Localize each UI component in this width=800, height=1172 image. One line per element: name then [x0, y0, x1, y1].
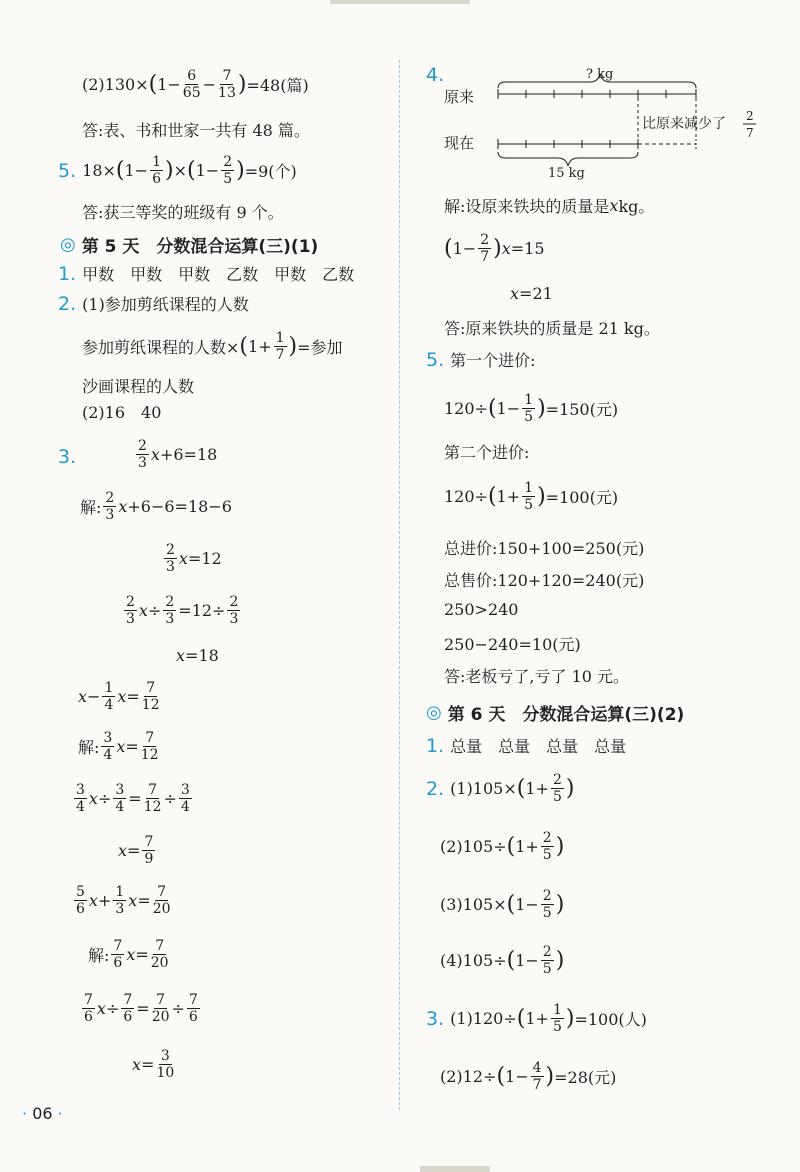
paren-open: ( [487, 395, 497, 421]
expr-text: 参加剪纸课程的人数× [82, 338, 240, 357]
eq-11 [88, 938, 171, 971]
right-line-8 [444, 480, 618, 513]
variable: x [138, 601, 148, 620]
variable: x [118, 497, 128, 516]
paren-close: ) [537, 395, 546, 421]
question-3-right-2 [440, 1060, 616, 1093]
question-number: 2. [426, 777, 445, 800]
diagram-note-numerator: 2 [746, 109, 754, 123]
expr-text: =100(人) [574, 1010, 647, 1029]
left-line-4: 答:获三等奖的班级有 9 个。 [82, 203, 284, 222]
diagram-label-now: 现在 [444, 134, 475, 152]
right-line-2 [444, 232, 545, 265]
question-2-right-3 [440, 888, 564, 921]
fraction: $\frac{1}{4}$ [104, 680, 114, 713]
paren-close: ) [236, 157, 245, 183]
right-line-1 [444, 194, 654, 217]
expr-text: =100(元) [545, 488, 619, 507]
variable: x [150, 445, 160, 464]
expr-text: =12÷ [178, 601, 226, 620]
expr-text: 18× [82, 161, 116, 180]
fraction: $\frac{2}{3}$ [138, 438, 147, 471]
paren-close: ) [555, 947, 565, 973]
paren-close: ) [545, 1063, 555, 1089]
expr-text: = [137, 891, 151, 910]
paren-close: ) [555, 891, 565, 917]
paren-open: ( [516, 1005, 526, 1031]
dot-icon: · [57, 1104, 63, 1123]
question-number: 2. [58, 292, 77, 315]
expr-text: (2)105÷ [440, 837, 507, 856]
expr-text: 解:设原来铁块的质量是 [444, 197, 610, 216]
expr-text: = [128, 789, 142, 808]
right-line-12: 250−240=10(元) [444, 635, 581, 654]
answer-text: (1)参加剪纸课程的人数 [82, 295, 249, 314]
fraction: $\frac{4}{7}$ [532, 1060, 542, 1093]
fraction: $\frac{1}{5}$ [552, 1002, 562, 1035]
expr-text: ÷ [171, 999, 185, 1018]
expr-text: 1− [452, 239, 477, 258]
fraction: $\frac{7}{12}$ [143, 782, 162, 815]
variable: x [510, 284, 520, 303]
page-number [22, 1104, 63, 1123]
eq-8 [72, 782, 194, 815]
paren-open: ( [239, 333, 249, 359]
fraction: $\frac{2}{5}$ [223, 154, 233, 187]
eq-13 [132, 1048, 176, 1081]
question-1-right [426, 734, 626, 757]
question-number: 4. [426, 64, 445, 86]
paren-open: ( [506, 833, 516, 859]
diagram-top-label: ? kg [586, 67, 614, 82]
expr-text: 1− [195, 161, 220, 180]
question-2-right-1 [426, 772, 574, 805]
expr-text: =15 [510, 239, 545, 258]
fraction: $\frac{7}{20}$ [150, 938, 169, 971]
question-2-right-4 [440, 944, 564, 977]
expr-text: (2)130× [82, 75, 149, 94]
line-segment-diagram [440, 62, 770, 180]
answer-text: 总量 总量 总量 总量 [450, 737, 627, 756]
paren-open: ( [506, 947, 516, 973]
expr-text: = [127, 841, 141, 860]
question-number: 5. [58, 159, 77, 182]
fraction: $\frac{7}{12}$ [140, 730, 159, 763]
bottom-edge-shadow [420, 1166, 490, 1172]
expr-text: 1− [157, 75, 181, 94]
circle-icon: ◎ [426, 702, 442, 723]
fraction: $\frac{5}{6}$ [76, 884, 85, 917]
variable: x [178, 549, 188, 568]
expr-text: (4)105÷ [440, 951, 507, 970]
question-number: 3. [426, 1007, 445, 1030]
question-number: 1. [426, 734, 445, 757]
fraction: $\frac{3}{10}$ [156, 1048, 175, 1081]
paren-close: ) [165, 157, 174, 183]
question-2-formula-cont: 沙画课程的人数 [82, 377, 195, 396]
variable: x [88, 891, 98, 910]
paren-open: ( [506, 891, 516, 917]
fraction: $\frac{7}{9}$ [144, 834, 154, 867]
expr-text: =48(篇) [246, 76, 309, 95]
expr-text: =150(元) [545, 400, 619, 419]
fraction: $\frac{7}{20}$ [151, 992, 170, 1025]
expr-text: =18 [185, 646, 219, 665]
expr-text: 1− [515, 951, 539, 970]
expr-text: 120÷ [444, 487, 488, 506]
fraction: $\frac{7}{6}$ [84, 992, 93, 1025]
question-number: 3. [58, 446, 77, 468]
fraction: $\frac{2}{5}$ [552, 772, 562, 805]
fraction: $\frac{2}{5}$ [542, 888, 552, 921]
fraction: $\frac{3}{4}$ [103, 730, 113, 763]
fraction: $\frac{1}{6}$ [152, 154, 162, 187]
expr-text: =21 [519, 284, 553, 303]
left-line-1 [82, 68, 309, 101]
paren-close: ) [237, 71, 247, 97]
diagram-note: 比原来减少了 [642, 116, 726, 132]
expr-text: =参加 [297, 338, 343, 357]
right-line-6 [444, 392, 618, 425]
expr-text: =28(元) [554, 1068, 617, 1087]
expr-text: 1− [124, 161, 149, 180]
expr-text: 1+ [515, 837, 539, 856]
expr-text: (2)12÷ [440, 1067, 497, 1086]
question-2-formula [82, 330, 343, 363]
expr-text: ÷ [97, 789, 112, 808]
fraction: $\frac{2}{3}$ [126, 594, 135, 627]
paren-close: ) [565, 1005, 575, 1031]
eq-10 [72, 884, 173, 917]
variable: x [176, 646, 186, 665]
top-edge-shadow [330, 0, 470, 4]
expr-text: + [97, 891, 112, 910]
fraction: $\frac{2}{5}$ [542, 830, 552, 863]
diagram-bottom-label: 15 kg [548, 166, 585, 180]
fraction: $\frac{3}{4}$ [180, 782, 190, 815]
dot-icon: · [22, 1104, 28, 1123]
expr-text: +6−6=18−6 [127, 497, 232, 516]
paren-close: ) [288, 333, 298, 359]
eq-3 [162, 542, 222, 575]
paren-open: ( [496, 1063, 506, 1089]
left-line-2: 答:表、书和世家一共有 48 篇。 [82, 121, 310, 140]
bottom-brace [498, 152, 638, 166]
variable: x [126, 945, 136, 964]
fraction: $\frac{7}{6}$ [123, 992, 133, 1025]
fraction: $\frac{2}{7}$ [480, 232, 490, 265]
question-3-right-1 [426, 1002, 647, 1035]
expr-text: = [135, 945, 149, 964]
variable: x [132, 1055, 142, 1074]
fraction: $\frac{7}{12}$ [141, 680, 160, 713]
answer-text: 第一个进价: [450, 351, 536, 370]
paren-open: ( [516, 775, 526, 801]
fraction: $\frac{3}{4}$ [76, 782, 85, 815]
question-2-right-2 [440, 830, 564, 863]
question-3 [58, 446, 82, 468]
eq-5 [176, 646, 219, 665]
fraction: $\frac{2}{5}$ [542, 944, 552, 977]
expr-text: = [136, 999, 150, 1018]
expr-text: ÷ [105, 999, 120, 1018]
question-5 [58, 154, 297, 187]
expr-text: 1+ [525, 779, 549, 798]
eq-4 [122, 594, 242, 627]
circle-icon: ◎ [60, 234, 76, 255]
paren-close: ) [537, 483, 546, 509]
expr-text: kg。 [618, 197, 655, 216]
paren-open: ( [115, 157, 125, 183]
paren-open: ( [148, 71, 158, 97]
expr-text: = [125, 737, 139, 756]
variable: x [118, 841, 128, 860]
question-number: 5. [426, 348, 445, 371]
expr-text: (1)105× [450, 779, 517, 798]
right-line-13: 答:老板亏了,亏了 10 元。 [444, 667, 630, 686]
variable: x [128, 891, 138, 910]
question-2-part2: (2)16 40 [82, 403, 162, 422]
fraction: $\frac{1}{5}$ [524, 392, 534, 425]
question-5-right [426, 348, 536, 371]
fraction: $\frac{7}{6}$ [188, 992, 198, 1025]
fraction: $\frac{2}{3}$ [229, 594, 239, 627]
fraction: $\frac{3}{4}$ [115, 782, 125, 815]
fraction: $\frac{2}{3}$ [165, 594, 175, 627]
question-number: 1. [58, 262, 77, 285]
eq-12 [80, 992, 202, 1025]
right-line-11: 250>240 [444, 600, 519, 619]
right-line-7: 第二个进价: [444, 443, 530, 462]
paren-close: ) [493, 235, 502, 261]
paren-close: ) [555, 833, 565, 859]
expr-text: (3)105× [440, 895, 507, 914]
fraction: $\frac{2}{3}$ [166, 542, 175, 575]
variable: x [501, 239, 511, 258]
variable: x [78, 687, 88, 706]
expr-text: 1+ [496, 487, 521, 506]
eq-1 [134, 438, 217, 471]
eq-9 [118, 834, 157, 867]
expr-text: 1+ [248, 337, 272, 356]
section-title: 第 6 天 分数混合运算(三)(2) [447, 705, 685, 725]
expr-text: 1− [515, 895, 539, 914]
section-heading-day6 [426, 700, 684, 725]
expr-text: × [173, 161, 188, 180]
right-line-10: 总售价:120+120=240(元) [444, 571, 645, 590]
paren-open: ( [487, 483, 497, 509]
expr-text: 1− [496, 399, 521, 418]
variable: x [117, 687, 127, 706]
section-title: 第 5 天 分数混合运算(三)(1) [81, 237, 319, 257]
right-line-9: 总进价:150+100=250(元) [444, 539, 645, 558]
answer-text: 甲数 甲数 甲数 乙数 甲数 乙数 [82, 265, 355, 284]
paren-close: ) [565, 775, 575, 801]
fraction: $\frac{2}{3}$ [105, 490, 115, 523]
expr-text: 解: [88, 946, 110, 965]
expr-text: = [141, 1055, 155, 1074]
eq-6 [78, 680, 162, 713]
eq-7 [78, 730, 161, 763]
diagram-label-original: 原来 [444, 88, 475, 106]
expr-text: = [126, 687, 140, 706]
fraction: $\frac{7}{13}$ [218, 68, 236, 101]
expr-text: 1+ [525, 1009, 549, 1028]
expr-text: − [202, 75, 217, 94]
expr-text: 1− [505, 1067, 529, 1086]
expr-text: 解: [80, 498, 102, 517]
question-2 [58, 292, 249, 315]
paren-open: ( [187, 157, 196, 183]
expr-text: +6=18 [159, 445, 218, 464]
section-heading-day5 [60, 232, 318, 257]
fraction: $\frac{7}{6}$ [113, 938, 123, 971]
expr-text: (1)120÷ [450, 1009, 517, 1028]
fraction: $\frac{7}{20}$ [152, 884, 171, 917]
page-number-text: 06 [32, 1104, 53, 1123]
right-line-3 [510, 284, 553, 303]
diagram-note-denominator: 7 [746, 126, 754, 140]
expr-text: − [87, 687, 101, 706]
expr-text: 解: [78, 738, 100, 757]
column-divider [399, 60, 400, 1110]
expr-text: 120÷ [444, 399, 488, 418]
question-1 [58, 262, 354, 285]
expr-text: ÷ [163, 789, 177, 808]
variable: x [96, 999, 106, 1018]
fraction: $\frac{1}{3}$ [115, 884, 125, 917]
variable: x [116, 737, 126, 756]
fraction: $\frac{1}{7}$ [275, 330, 285, 363]
expr-text: =9(个) [244, 162, 297, 181]
right-line-4: 答:原来铁块的质量是 21 kg。 [444, 319, 660, 338]
expr-text: ÷ [147, 601, 162, 620]
expr-text: =12 [187, 549, 222, 568]
eq-2 [80, 490, 232, 523]
fraction: $\frac{6}{65}$ [182, 68, 201, 101]
paren-open: ( [444, 235, 453, 261]
variable: x [609, 196, 619, 215]
fraction: $\frac{1}{5}$ [524, 480, 534, 513]
variable: x [88, 789, 98, 808]
